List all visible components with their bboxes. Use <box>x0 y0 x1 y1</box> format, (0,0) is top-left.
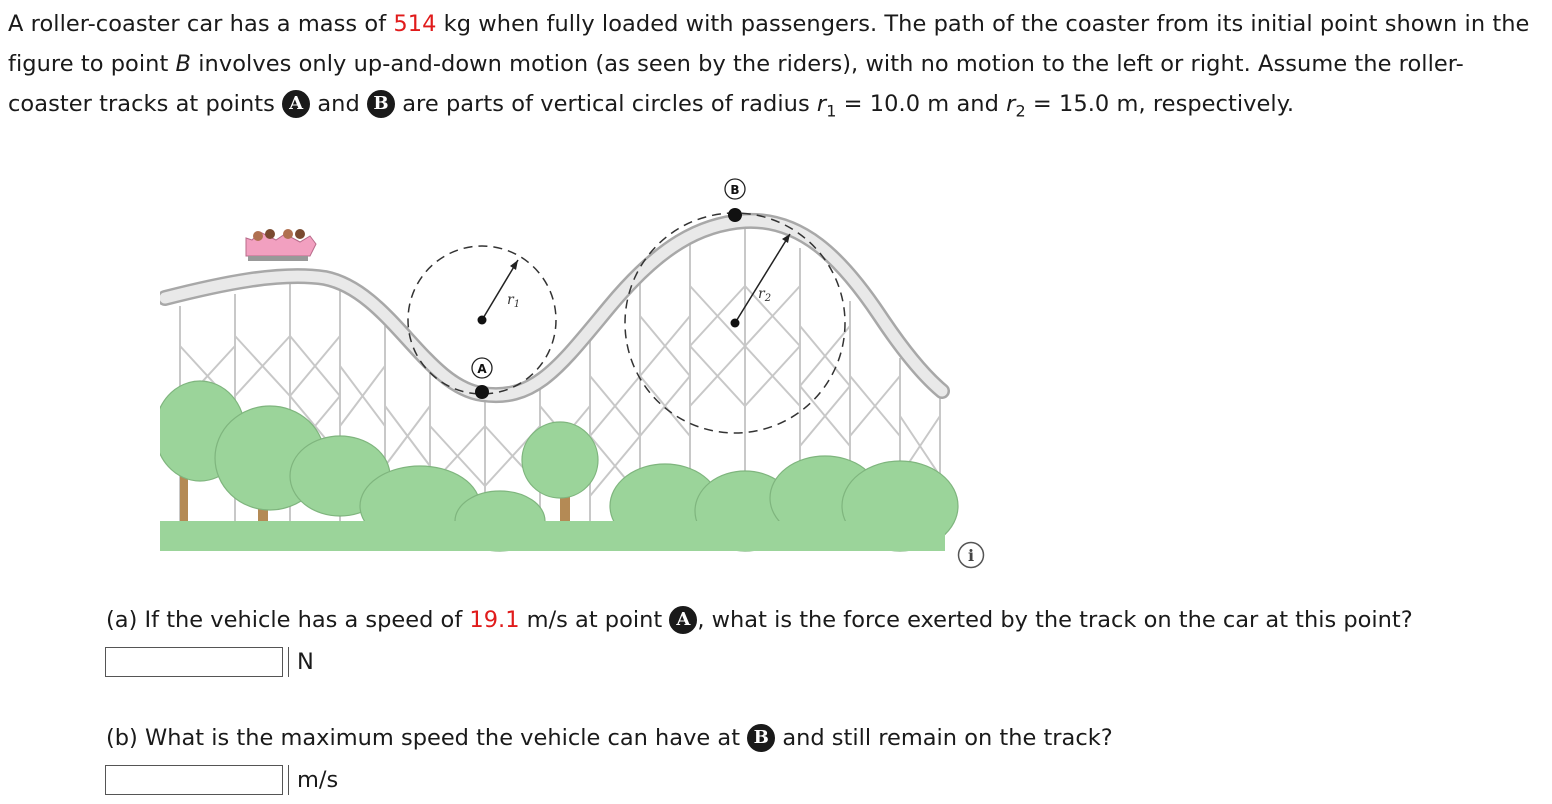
answer-a-unit: N <box>288 647 314 677</box>
mass-value: 514 <box>393 11 437 37</box>
question-b-text: and still remain on the track? <box>775 725 1113 751</box>
point-a-marker: A <box>282 90 310 118</box>
question-a-text: m/s at point <box>519 607 670 633</box>
figure-label-a: A <box>477 362 487 376</box>
info-icon[interactable] <box>956 540 986 570</box>
answer-a-input[interactable] <box>105 647 283 677</box>
problem-text: involves only up-and-down motion (as seen by the riders), with no motion to the left or right. Assume the roller-coaster tracks at points <box>8 51 1464 117</box>
problem-text: A roller-coaster car has a mass of <box>8 11 394 37</box>
problem-statement <box>8 4 1544 124</box>
question-a-text: (a) If the vehicle has a speed of <box>106 607 470 633</box>
problem-text: kg when fully loaded with passengers. The path of the coaster from its initial point shown in the figure to point <box>8 11 1530 77</box>
r1-symbol: r <box>816 91 827 117</box>
answer-b-row <box>105 762 338 798</box>
coaster-car <box>246 229 316 261</box>
question-a <box>106 606 1413 634</box>
radius-r2-arrow <box>735 234 790 323</box>
answer-b-input[interactable] <box>105 765 283 795</box>
label-r1-sub: 1 <box>513 299 521 310</box>
question-a-text: , what is the force exerted by the track on the car at this point? <box>697 607 1413 633</box>
label-r2: $r_2$ <box>758 286 772 304</box>
roller-coaster-figure <box>160 176 960 556</box>
point-b-dot <box>728 208 742 222</box>
figure-label-b: B <box>730 183 740 197</box>
radius-r1-arrow <box>482 260 521 320</box>
point-b-text: B <box>175 51 192 77</box>
point-a-marker: A <box>669 606 697 634</box>
trees <box>160 381 958 551</box>
r2-subscript: 2 <box>1015 101 1026 121</box>
problem-text: = 10.0 m and <box>836 91 1007 117</box>
speed-value: 19.1 <box>469 607 520 633</box>
point-a-dot <box>475 385 489 399</box>
problem-text: and <box>310 91 368 117</box>
point-b-marker: B <box>747 724 775 752</box>
answer-b-unit: m/s <box>288 765 338 795</box>
point-b-marker: B <box>367 90 395 118</box>
label-r1: $r_1$ <box>507 292 521 310</box>
question-b-text: (b) What is the maximum speed the vehicle can have at <box>106 725 748 751</box>
answer-a-row <box>105 644 314 680</box>
info-icon-glyph: i <box>967 546 975 565</box>
label-r2-sub: 2 <box>764 293 772 304</box>
problem-text: are parts of vertical circles of radius <box>395 91 817 117</box>
r1-subscript: 1 <box>826 101 837 121</box>
question-b <box>106 724 1113 752</box>
r2-symbol: r <box>1006 91 1016 117</box>
problem-text: = 15.0 m, respectively. <box>1025 91 1295 117</box>
